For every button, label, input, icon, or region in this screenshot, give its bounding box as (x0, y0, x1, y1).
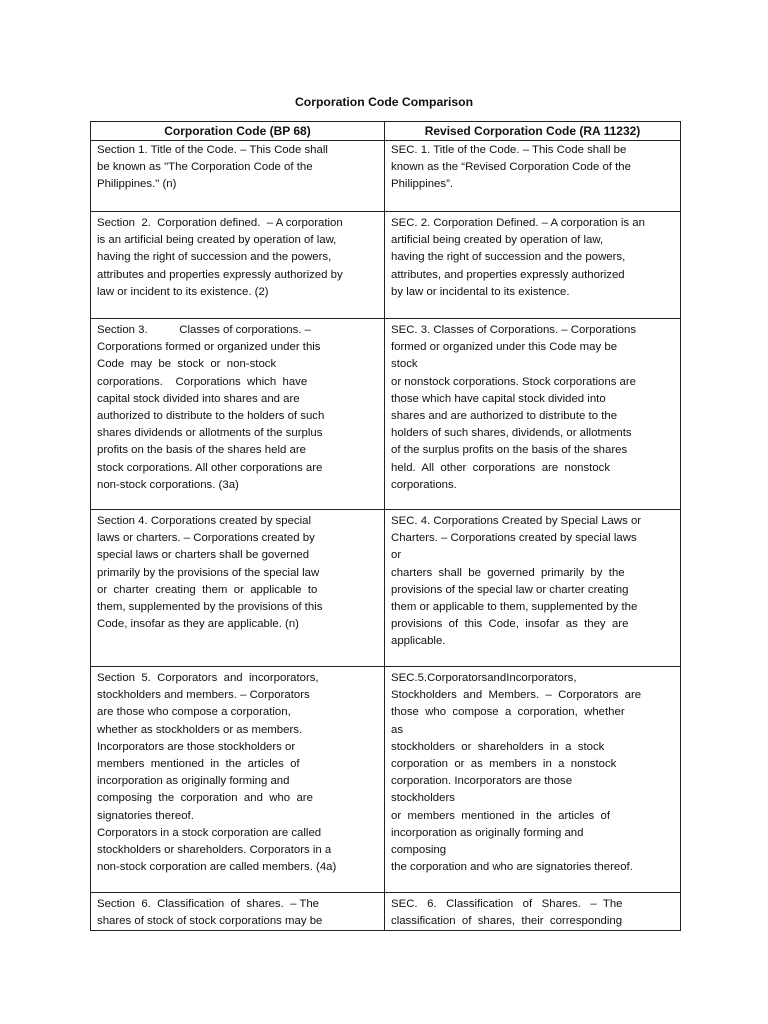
table-cell-old (91, 893, 385, 931)
provision-text-old: Section 5. Corporators and incorporators, stockholders and members. – Corporators are those who compose a corporation, whether as stockholders or as members. Incorporators are those stockholders or members mentioned in the articles of incorporation as originally forming and composing the corporation and who are signatories thereof. Corporators in a stock corporation are called stockholders or shareholders. Corporators in a non-stock corporation are called members. (4a) (97, 672, 337, 874)
table-cell-new (385, 667, 681, 893)
provision-text-new: SEC.5.CorporatorsandIncorporators, Stockholders and Members. – Corporators are those who compose a corporation, whether as stockholders or shareholders in a stock corporation or as members in a nonstock corporation. Incorporators are those stockholders or members mentioned in the articles of incorporation as originally forming and composing the corporation and who are signatories thereof. (391, 672, 642, 874)
provision-text-new: SEC. 3. Classes of Corporations. – Corporations formed or organized under this Code may be stock or nonstock corporations. Stock corporations are those which have capital stock divided into shares and are authorized to distribute to the holders of such shares, dividends, or allotments of the surplus profits on the basis of the shares held. All other corporations are nonstock corporations. (391, 324, 637, 491)
table-row-section-6 (91, 893, 681, 931)
page-title: Corporation Code Comparison (294, 95, 474, 109)
table-row-section-3 (91, 319, 681, 510)
table-cell-old (91, 667, 385, 893)
table-row-section-2 (91, 212, 681, 319)
comparison-table (90, 121, 681, 931)
table-cell-new (385, 893, 681, 931)
table-cell-new (385, 319, 681, 510)
table-cell-new (385, 141, 681, 212)
provision-text-old: Section 6. Classification of shares. – The shares of stock of stock corporations may be (97, 898, 323, 928)
table-cell-old (91, 319, 385, 510)
table-cell-old (91, 141, 385, 212)
provision-text-new: SEC. 1. Title of the Code. – This Code shall be known as the “Revised Corporation Code of the Philippines”. (391, 144, 631, 191)
table-cell-new (385, 510, 681, 667)
table-row-section-4 (91, 510, 681, 667)
provision-text-new: SEC. 4. Corporations Created by Special Laws or Charters. – Corporations created by special laws or charters shall be governed primarily by the provisions of the special law or charter creating them or applicable to them, supplemented by the provisions of this Code, insofar as they are applicable. (391, 515, 642, 648)
column-header-old-code: Corporation Code (BP 68) (91, 122, 385, 141)
column-header-revised-code: Revised Corporation Code (RA 11232) (385, 122, 681, 141)
provision-text-old: Section 3. Classes of corporations. – Corporations formed or organized under this Code may be stock or non-stock corporations. Corporations which have capital stock divided into shares and are authorized to distribute to the holders of such shares dividends or allotments of the surplus profits on the basis of the shares held are stock corporations. All other corporations are non-stock corporations. (3a) (97, 324, 325, 491)
provision-text-old: Section 4. Corporations created by special laws or charters. – Corporations created by special laws or charters shall be governed primarily by the provisions of the special law or charter creating them or applicable to them, supplemented by the provisions of this Code, insofar as they are applicable. (n) (97, 515, 323, 631)
provision-text-old: Section 2. Corporation defined. – A corporation is an artificial being created by operation of law, having the right of succession and the powers, attributes and properties expressly authorized by law or incident to its existence. (2) (97, 217, 343, 298)
table-cell-old (91, 510, 385, 667)
provision-text-new: SEC. 2. Corporation Defined. – A corporation is an artificial being created by operation of law, having the right of succession and the powers, attributes, and properties expressly authorized by law or incidental to its existence. (391, 217, 645, 298)
table-header-row (91, 122, 681, 141)
table-cell-new (385, 212, 681, 319)
table-cell-old (91, 212, 385, 319)
provision-text-old: Section 1. Title of the Code. – This Code shall be known as "The Corporation Code of the Philippines." (n) (97, 144, 328, 191)
table-row-section-1 (91, 141, 681, 212)
table-row-section-5 (91, 667, 681, 893)
provision-text-new: SEC. 6. Classification of Shares. – The classification of shares, their corresponding (391, 898, 623, 928)
